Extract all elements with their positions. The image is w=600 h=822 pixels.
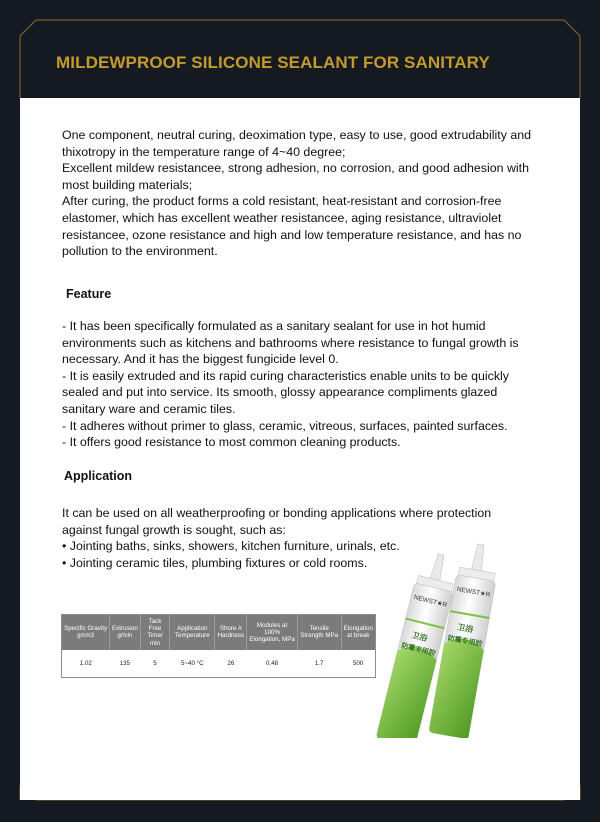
- table-cell: 0.48: [247, 650, 297, 678]
- tube-brand-back: NEWST★R: [456, 586, 491, 599]
- table-header-row: [62, 615, 376, 650]
- feature-list: [62, 318, 542, 451]
- table-header-cell: Application Temperature: [170, 615, 215, 650]
- table-header-cell: Tack Free Time/ min: [140, 615, 170, 650]
- table-header-cell: Shore A Hardness: [215, 615, 247, 650]
- table-cell: 1.02: [62, 650, 110, 678]
- application-heading: Application: [64, 469, 133, 483]
- specs-table: [61, 614, 376, 678]
- svg-text:防霉专用胶: 防霉专用胶: [400, 642, 437, 658]
- intro-paragraph: Excellent mildew resistancee, strong adhesion, no corrosion, and good adhesion with most building materials;: [62, 161, 529, 192]
- svg-text:卫浴: 卫浴: [456, 622, 474, 635]
- table-header-cell: Specific Gravity g/cm3: [62, 615, 110, 650]
- svg-text:卫浴: 卫浴: [410, 630, 429, 644]
- intro-text: [62, 127, 542, 260]
- page-title: MILDEWPROOF SILICONE SEALANT FOR SANITARY: [56, 53, 490, 72]
- product-image: [375, 538, 535, 738]
- table-cell: 135: [110, 650, 141, 678]
- table-cell: 5: [140, 650, 170, 678]
- table-cell: 1.7: [297, 650, 341, 678]
- application-item: • Jointing ceramic tiles, plumbing fixtures or cold rooms.: [62, 555, 368, 570]
- application-item: • Jointing baths, sinks, showers, kitchen furniture, urinals, etc.: [62, 539, 400, 554]
- feature-item: - It offers good resistance to most common cleaning products.: [62, 435, 401, 450]
- table-header-cell: Tensile Strength MPa: [297, 615, 341, 650]
- feature-heading: Feature: [66, 287, 112, 301]
- intro-paragraph: After curing, the product forms a cold resistant, heat-resistant and corrosion-free elastomer, which has excellent weather resistancee, aging resistance, ultraviolet resistancee, ozone resistance and high and low temperature resistance, and has no pollution to the environment.: [62, 194, 522, 259]
- table-header-cell: Extrusion g/min: [110, 615, 141, 650]
- feature-item: - It is easily extruded and its rapid curing characteristics enable units to be quickly sealed and put into service. Its smooth, glossy appearance compliments glazed sanitary ware and ceramic tiles.: [62, 368, 509, 416]
- tube-brand-front: NEWST★R: [413, 594, 448, 610]
- table-cell: 5~40 °C: [170, 650, 215, 678]
- table-cell: 26: [215, 650, 247, 678]
- table-cell: 500: [341, 650, 375, 678]
- intro-paragraph: One component, neutral curing, deoximation type, easy to use, good extrudability and thixotropy in the temperature range of 4~40 degree;: [62, 128, 532, 159]
- table-header-cell: Modules at 100% Elongation, MPa: [247, 615, 297, 650]
- svg-text:防霉专用胶: 防霉专用胶: [447, 635, 483, 649]
- table-header-cell: Elongation at break: [341, 615, 375, 650]
- application-intro: It can be used on all weatherproofing or bonding applications where protection against fungal growth is sought, such as:: [62, 506, 492, 537]
- feature-item: - It has been specifically formulated as a sanitary sealant for use in hot humid environments such as kitchens and bathrooms where resistance to fungal growth is necessary. And it has the biggest fungicide level 0.: [62, 319, 519, 367]
- table-row: [62, 650, 376, 678]
- feature-item: - It adheres without primer to glass, ceramic, vitreous, surfaces, painted surfaces.: [62, 418, 508, 433]
